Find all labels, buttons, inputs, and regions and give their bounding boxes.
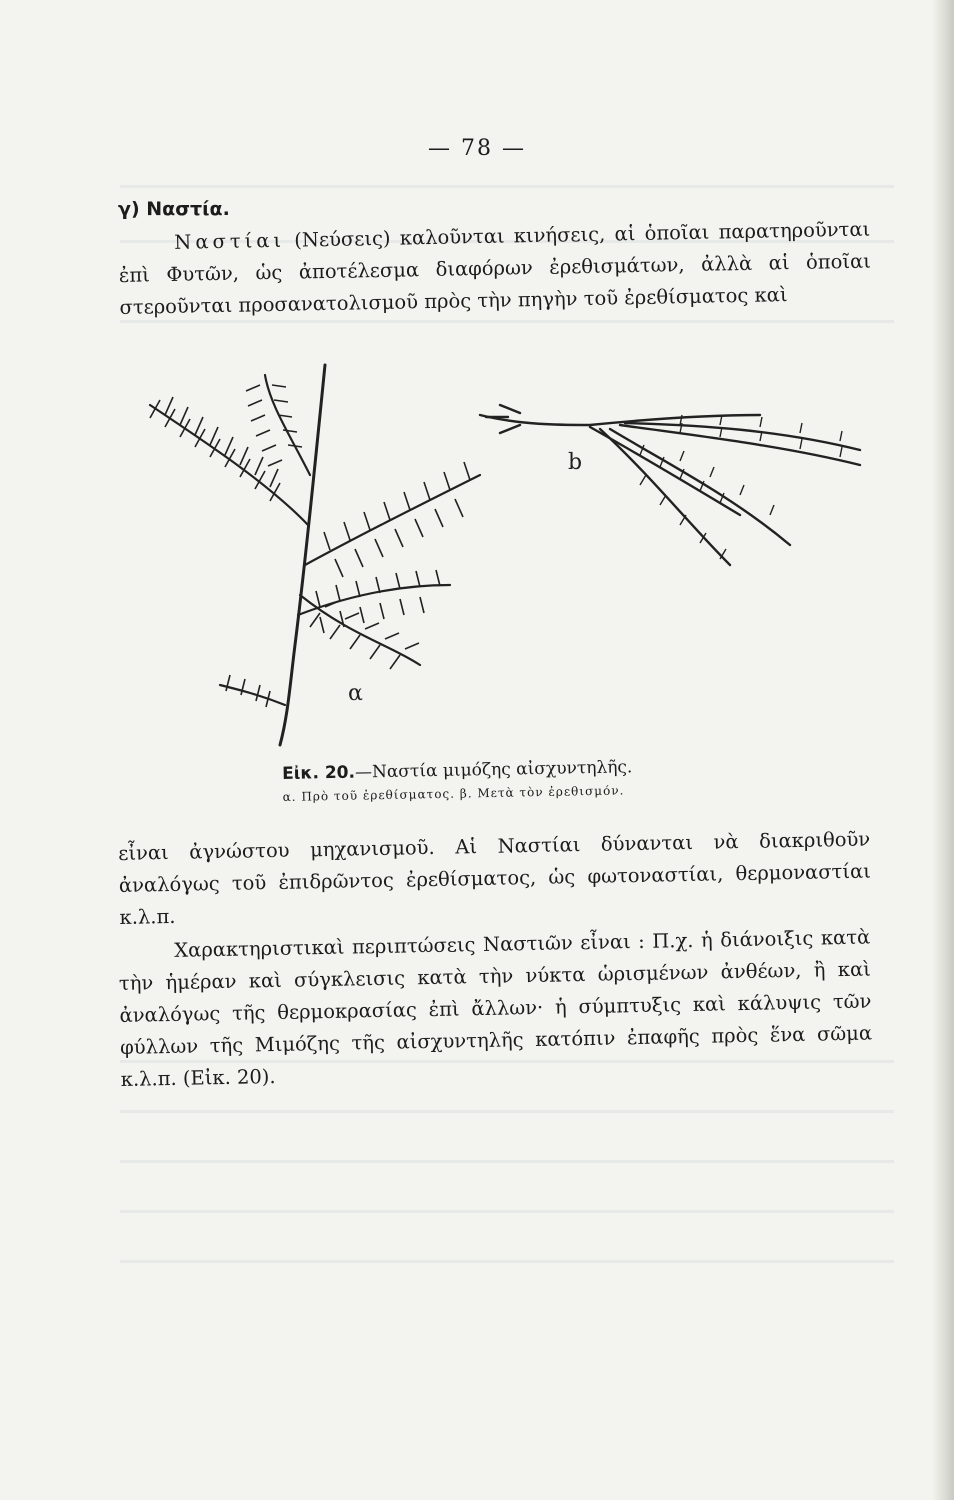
figure-caption bbox=[282, 755, 743, 804]
bleed-through bbox=[120, 185, 894, 188]
bleed-through bbox=[120, 1160, 894, 1163]
examples-paragraph bbox=[118, 922, 873, 1096]
label-a: α bbox=[348, 681, 363, 706]
mimosa-illustration bbox=[120, 345, 880, 765]
examples-text: Χαρακτηριστικαὶ περιπτώσεις Ναστιῶν εἶναι : Π.χ. ἡ διάνοιξις κατὰ τὴν ἡμέραν καὶ σύγκλεισις κατὰ τὴν νύκτα ὡρισμένων ἀνθέων, ἢ καὶ ἀναλόγως τῆς θερμοκρασίας ἐπὶ ἄλλων· ἡ σύμπτυξις καὶ κάλυψις τῶν φύλλων τῆς Μιμόζης τῆς αἰσχυντηλῆς κατόπιν ἐπαφῆς πρὸς ἕνα σῶμα κ.λ.π. (Εἰκ. 20). bbox=[118, 925, 873, 1091]
caption-number: Εἰκ. 20. bbox=[282, 762, 356, 784]
bleed-through bbox=[120, 1260, 894, 1263]
mimosa-figure bbox=[120, 345, 880, 765]
term: Ναστίαι bbox=[174, 228, 286, 254]
intro-text: (Νεύσεις) καλοῦνται κινήσεις, αἱ ὁποῖαι παρατηροῦνται ἐπὶ Φυτῶν, ὡς ἀποτέλεσμα διαφόρων ἐρεθισμάτων, ἀλλὰ αἱ ὁποῖαι στεροῦνται προσανατολισμοῦ πρὸς τὴν πηγὴν τοῦ ἐρεθίσματος καὶ bbox=[118, 217, 871, 319]
page-edge bbox=[932, 0, 954, 1500]
section-heading: γ) Ναστία. bbox=[118, 198, 230, 220]
intro-paragraph bbox=[118, 214, 872, 324]
continuation-text: εἶναι ἀγνώστου μηχανισμοῦ. Αἱ Ναστίαι δύνανται νὰ διακριθοῦν ἀναλόγως τοῦ ἐπιδρῶντος ἐρεθίσματος, ὡς φωτοναστίαι, θερμοναστίαι κ.λ.π. bbox=[118, 827, 871, 929]
page-number: — 78 — bbox=[428, 136, 526, 161]
continuation-paragraph bbox=[118, 824, 872, 934]
caption-subtitle: α. Πρὸ τοῦ ἐρεθίσματος. β. Μετὰ τὸν ἐρεθισμόν. bbox=[282, 783, 625, 804]
caption-title: —Ναστία μιμόζης αἰσχυντηλῆς. bbox=[354, 757, 633, 783]
bleed-through bbox=[120, 1110, 894, 1113]
label-b: b bbox=[568, 450, 583, 475]
bleed-through bbox=[120, 1210, 894, 1213]
